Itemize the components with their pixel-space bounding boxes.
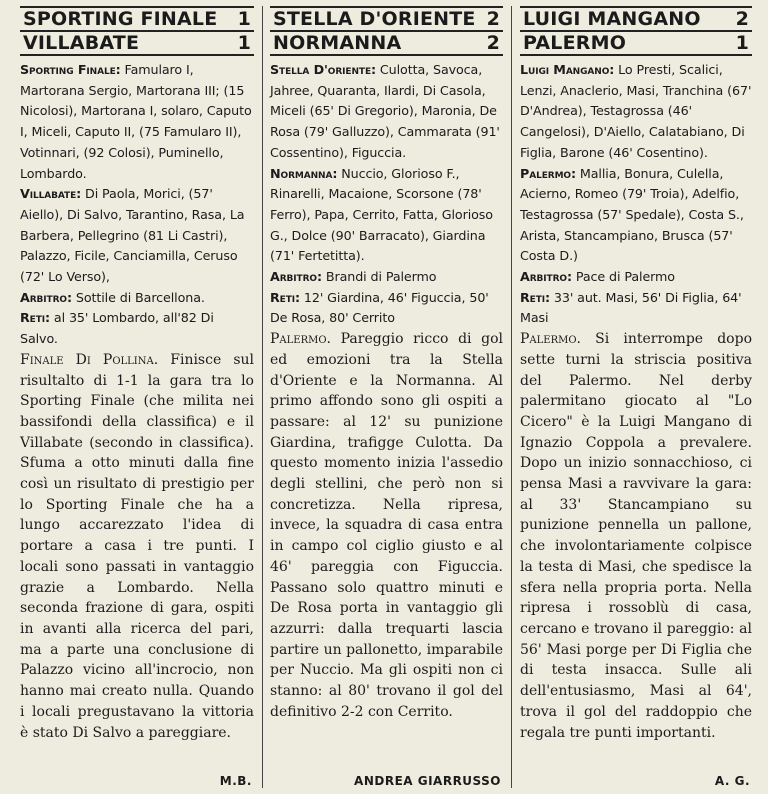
column-divider	[262, 6, 263, 788]
score-row-away	[520, 32, 752, 54]
goals-label: Reti:	[20, 310, 50, 326]
home-lineup-label: Sporting Finale:	[20, 62, 121, 77]
away-lineup-label: Villabate:	[20, 186, 82, 202]
away-lineup-text: Nuccio, Glorioso F., Rinarelli, Macaione, Scorsone (78' Ferro), Papa, Cerrito, Fatta, Glorioso G., Dolce (90' Barracato), Giardina (71' Fertetitta).	[270, 165, 493, 264]
referee-label: Arbitro:	[20, 289, 72, 305]
away-lineup	[20, 184, 254, 288]
referee	[20, 288, 254, 309]
dateline: Palermo.	[520, 331, 581, 348]
match-details	[270, 60, 503, 329]
home-team: SPORTING FINALE	[23, 8, 218, 30]
home-lineup-text: Famularo I, Martorana Sergio, Martorana III; (15 Nicolosi), Martorana I, solaro, Caputo I, Miceli, Caputo II, (75 Famularo II), Votinnari, (92 Colosi), Puminello, Lombardo.	[20, 62, 252, 181]
goals	[520, 288, 752, 329]
away-score: 2	[486, 32, 500, 54]
score-row-away	[20, 32, 254, 54]
score-row-home	[270, 8, 503, 30]
referee	[520, 267, 752, 288]
home-score: 1	[237, 8, 251, 30]
home-lineup-label: Stella D'oriente:	[270, 62, 376, 77]
byline: ANDREA GIARRUSSO	[354, 774, 501, 788]
away-team: PALERMO	[523, 32, 627, 54]
report-body	[20, 350, 254, 743]
column-divider	[511, 6, 512, 788]
match-details	[520, 60, 752, 329]
referee-text: Sottile di Barcellona.	[75, 289, 205, 305]
rule	[270, 54, 503, 56]
referee-text: Brandi di Palermo	[325, 269, 437, 285]
goals	[20, 308, 254, 349]
home-lineup-text: Culotta, Savoca, Jahree, Quaranta, Ilardi, Di Casola, Miceli (65' Di Gregorio), Maronia, De Rosa (79' Galluzzo), Cammarata (91' Cossentino), Figuccia.	[270, 62, 500, 160]
away-score: 1	[237, 32, 251, 54]
home-lineup-label: Luigi Mangano:	[520, 62, 615, 77]
home-team: LUIGI MANGANO	[523, 8, 701, 30]
match-details	[20, 60, 254, 350]
score-row-home	[520, 8, 752, 30]
goals-label: Reti:	[270, 289, 300, 305]
away-team: NORMANNA	[273, 32, 402, 54]
score-row-home	[20, 8, 254, 30]
match-report-2	[270, 6, 503, 788]
away-lineup	[270, 164, 503, 268]
away-score: 1	[735, 32, 749, 54]
away-lineup-label: Palermo:	[520, 165, 576, 181]
home-score: 2	[486, 8, 500, 30]
home-lineup	[520, 60, 752, 164]
report-body	[520, 329, 752, 743]
goals	[270, 288, 503, 329]
home-lineup-text: Lo Presti, Scalici, Lenzi, Anaclerio, Masi, Tranchina (67' D'Andrea), Testagrossa (46' Cangelosi), D'Aiello, Calatabiano, Di Figlia, Barone (46' Cosentino).	[520, 62, 752, 160]
referee	[270, 267, 503, 288]
away-lineup	[520, 164, 752, 268]
referee-label: Arbitro:	[270, 269, 322, 285]
report-text: Finisce sul risultalto di 1-1 la gara tra lo Sporting Finale (che milita nei bassifondi della classifica) e il Villabate (secondo in classifica). Sfuma a otto minuti dalla fine così un risultato di prestigio per lo Sporting Finale che ha a lungo accarezzato l'idea di portare a casa i tre punti. I locali sono passati in vantaggio grazie a Lombardo. Nella seconda frazione di gara, ospiti in avanti alla ricerca del pari, ma a parte una conclusione di Palazzo vicino all'incrocio, non hanno mai creato nulla. Quando i locali pregustavano la vittoria è stato Di Salvo a pareggiare.	[20, 351, 254, 741]
score-row-away	[270, 32, 503, 54]
away-lineup-text: Mallia, Bonura, Culella, Acierno, Romeo (79' Troia), Adelfio, Testagrossa (57' Spedale), Costa S., Arista, Stancampiano, Brusca (57' Costa D.)	[520, 165, 744, 264]
match-report-3	[520, 6, 752, 788]
goals-text: 12' Giardina, 46' Figuccia, 50' De Rosa, 80' Cerrito	[270, 289, 489, 326]
away-team: VILLABATE	[23, 32, 140, 54]
home-score: 2	[735, 8, 749, 30]
goals-label: Reti:	[520, 289, 550, 305]
referee-label: Arbitro:	[520, 269, 572, 285]
report-text: Si interrompe dopo sette turni la striscia positiva del Palermo. Nel derby palermitano giocato al "Lo Cicero" è la Luigi Mangano di Ignazio Coppola a prevalere. Dopo un inizio sonnacchioso, ci pensa Masi a ravvivare la gara: al 33' Stancampiano su punizione pennella un pallone, che involontariamente colpisce la testa di Masi, che spedisce la sfera nella propria porta. Nella ripresa i rossoblù di casa, cercano e trovano il pareggio: al 56' Masi porge per Di Figlia che di testa insacca. Sulle ali dell'entusiasmo, Masi al 64', trova il gol del raddoppio che regala tre punti importanti.	[520, 331, 752, 741]
home-lineup	[20, 60, 254, 184]
referee-text: Pace di Palermo	[575, 269, 675, 285]
home-lineup	[270, 60, 503, 164]
rule	[520, 54, 752, 56]
dateline: Palermo.	[270, 331, 331, 348]
rule	[20, 54, 254, 56]
home-team: STELLA D'ORIENTE	[273, 8, 476, 30]
report-text: Pareggio ricco di gol ed emozioni tra la Stella d'Oriente e la Normanna. Al primo affondo sono gli ospiti a passare: al 12' su punizione Giardina, trafigge Culotta. Da questo momento inizia l'assedio degli stellini, che però non si concretizza. Nella ripresa, invece, la squadra di casa entra in campo col ciglio giusto e al 46' pareggia con Figuccia. Passano solo quattro minuti e De Rosa porta in vantaggio gli azzurri: dalla trequarti lascia partire un pallonetto, imparabile per Nuccio. Ma gli ospiti non ci stanno: al 80' trovano il gol del definitivo 2-2 con Cerrito.	[270, 331, 504, 720]
away-lineup-text: Di Paola, Morici, (57' Aiello), Di Salvo, Tarantino, Rasa, La Barbera, Pellegrino (81 Li Castri), Palazzo, Ficile, Canciamilla, Ceruso (72' Lo Verso),	[20, 186, 245, 285]
goals-text: al 35' Lombardo, all'82 Di Salvo.	[20, 310, 214, 347]
away-lineup-label: Normanna:	[270, 165, 338, 181]
dateline: Finale Di Pollina.	[20, 351, 159, 368]
byline: A. G.	[714, 774, 750, 788]
byline: M.B.	[219, 774, 252, 788]
report-body	[270, 329, 503, 722]
goals-text: 33' aut. Masi, 56' Di Figlia, 64' Masi	[520, 289, 742, 326]
match-report-1	[20, 6, 254, 788]
